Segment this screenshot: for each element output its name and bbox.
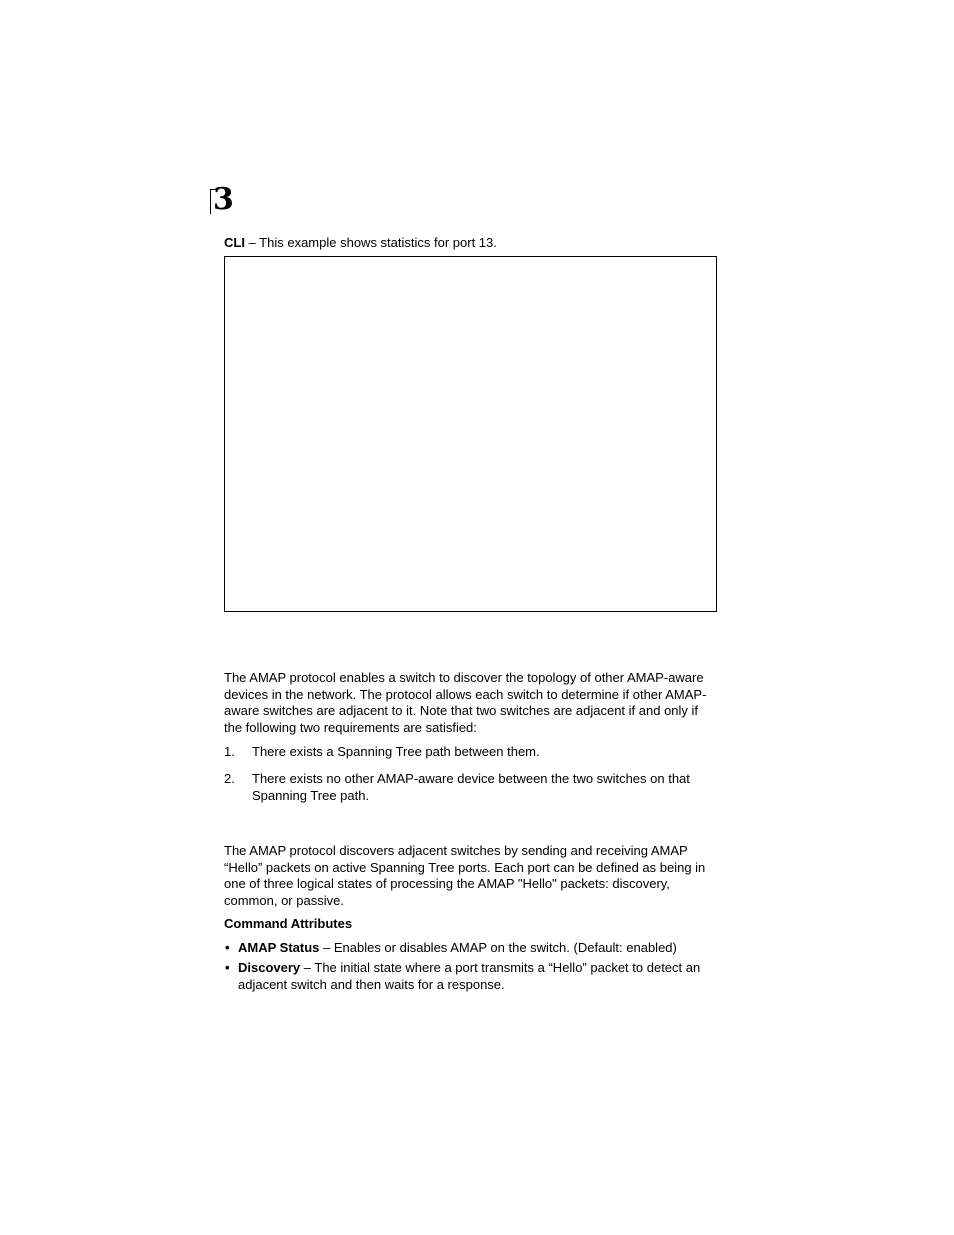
- cli-intro: [224, 235, 719, 252]
- bullet-marker: •: [225, 940, 230, 955]
- attribute-description: – Enables or disables AMAP on the switch. (Default: enabled): [319, 940, 677, 955]
- requirement-item: [224, 771, 719, 804]
- requirement-number: 2.: [224, 771, 235, 786]
- requirement-text: There exists no other AMAP-aware device between the two switches on that Spanning Tree path.: [252, 771, 690, 803]
- cli-intro-text: – This example shows statistics for port 13.: [244, 235, 497, 250]
- attribute-description: – The initial state where a port transmits a “Hello” packet to detect an adjacent switch and then waits for a response.: [238, 960, 701, 992]
- attribute-term: Discovery: [238, 960, 301, 975]
- amap-intro-paragraph: The AMAP protocol enables a switch to discover the topology of other AMAP-aware devices in the network. The protocol allows each switch to determine if other AMAP-aware switches are adjacent to it. Note that two switches are adjacent if and only if the following two requirements are satisfied:: [224, 670, 707, 735]
- attribute-term: AMAP Status: [238, 940, 320, 955]
- cli-label: CLI: [224, 235, 245, 250]
- chapter-mark-bar: [210, 189, 211, 214]
- bullet-marker: •: [225, 960, 230, 975]
- attribute-item: [224, 940, 719, 957]
- chapter-number: 3: [213, 182, 233, 217]
- amap-hello-paragraph: The AMAP protocol discovers adjacent switches by sending and receiving AMAP “Hello” packets on active Spanning Tree ports. Each port can be defined as being in one of three logical states of processing the AMAP "Hello" packets: discovery, common, or passive.: [224, 843, 706, 908]
- requirement-text: There exists a Spanning Tree path between them.: [252, 744, 540, 759]
- requirement-number: 1.: [224, 744, 235, 759]
- chapter-number-mark: [210, 182, 240, 217]
- attribute-item: [224, 960, 719, 993]
- requirement-item: [224, 744, 719, 761]
- cli-output-box: [224, 256, 717, 612]
- command-attributes-heading: Command Attributes: [224, 916, 353, 931]
